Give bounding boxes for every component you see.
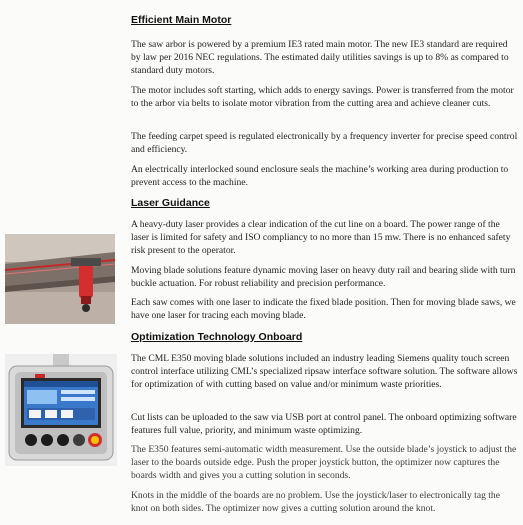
optimization-paragraph-3: The E350 features semi-automatic width measurement. Use the outside blade’s joystick to adjust the laser to the boards outside edge. Push the proper joystick button, the optimizer now captures the boards width and gives you a cutting solution in seconds. — [131, 444, 517, 481]
motor-paragraph-3: The feeding carpet speed is regulated electronically by a frequency inverter for precise speed control and efficiency. — [131, 131, 518, 155]
laser-photo-image — [5, 234, 115, 324]
section-heading-laser: Laser Guidance — [131, 197, 210, 209]
laser-paragraph-1: A heavy-duty laser provides a clear indication of the cut line on a board. The power range of the laser is limited for safety and ISO compliancy to no more than 15 mw. There is no enhanced safety risk present to the operator. — [131, 219, 511, 256]
optimization-paragraph-2: Cut lists can be uploaded to the saw via USB port at control panel. The onboard optimizing software features full value, priority, and minimum waste optimizing. — [131, 412, 517, 436]
section-heading-optimization: Optimization Technology Onboard — [131, 331, 303, 343]
optimization-paragraph-1: The CML E350 moving blade solutions included an industry leading Siemens quality touch screen control interface utilizing CML’s specialized ripsaw interface software solution. The software allows for optimization of with cutting based on value and/or minimum waste priorities. — [131, 353, 518, 390]
motor-paragraph-4: An electrically interlocked sound enclosure seals the machine’s working area during production to prevent access to the machine. — [131, 164, 509, 188]
optimization-paragraph-4: Knots in the middle of the boards are no problem. Use the joystick/laser to electronically tag the knot on both sides. The optimizer now gives a cutting solution around the knot. — [131, 490, 500, 514]
laser-paragraph-3: Each saw comes with one laser to indicate the fixed blade position. Then for moving blade saws, we have one laser for tracing each moving blade. — [131, 297, 516, 321]
section-heading-motor: Efficient Main Motor — [131, 14, 232, 26]
control-panel-photo — [5, 354, 117, 466]
control-panel-image — [5, 354, 117, 466]
motor-paragraph-2: The motor includes soft starting, which adds to energy savings. Power is transferred from the motor to the arbor via belts to isolate motor vibration from the cutting area and achieve cleaner cuts. — [131, 85, 514, 109]
motor-paragraph-1: The saw arbor is powered by a premium IE3 rated main motor. The new IE3 standard are required by law per 2016 NEC regulations. The estimated daily utilities savings is up to 8% as compared to standard duty motors. — [131, 39, 509, 76]
laser-paragraph-2: Moving blade solutions feature dynamic moving laser on heavy duty rail and bearing slide with turn buckle actuation. For robust reliability and precision performance. — [131, 265, 516, 289]
laser-photo — [5, 234, 115, 324]
